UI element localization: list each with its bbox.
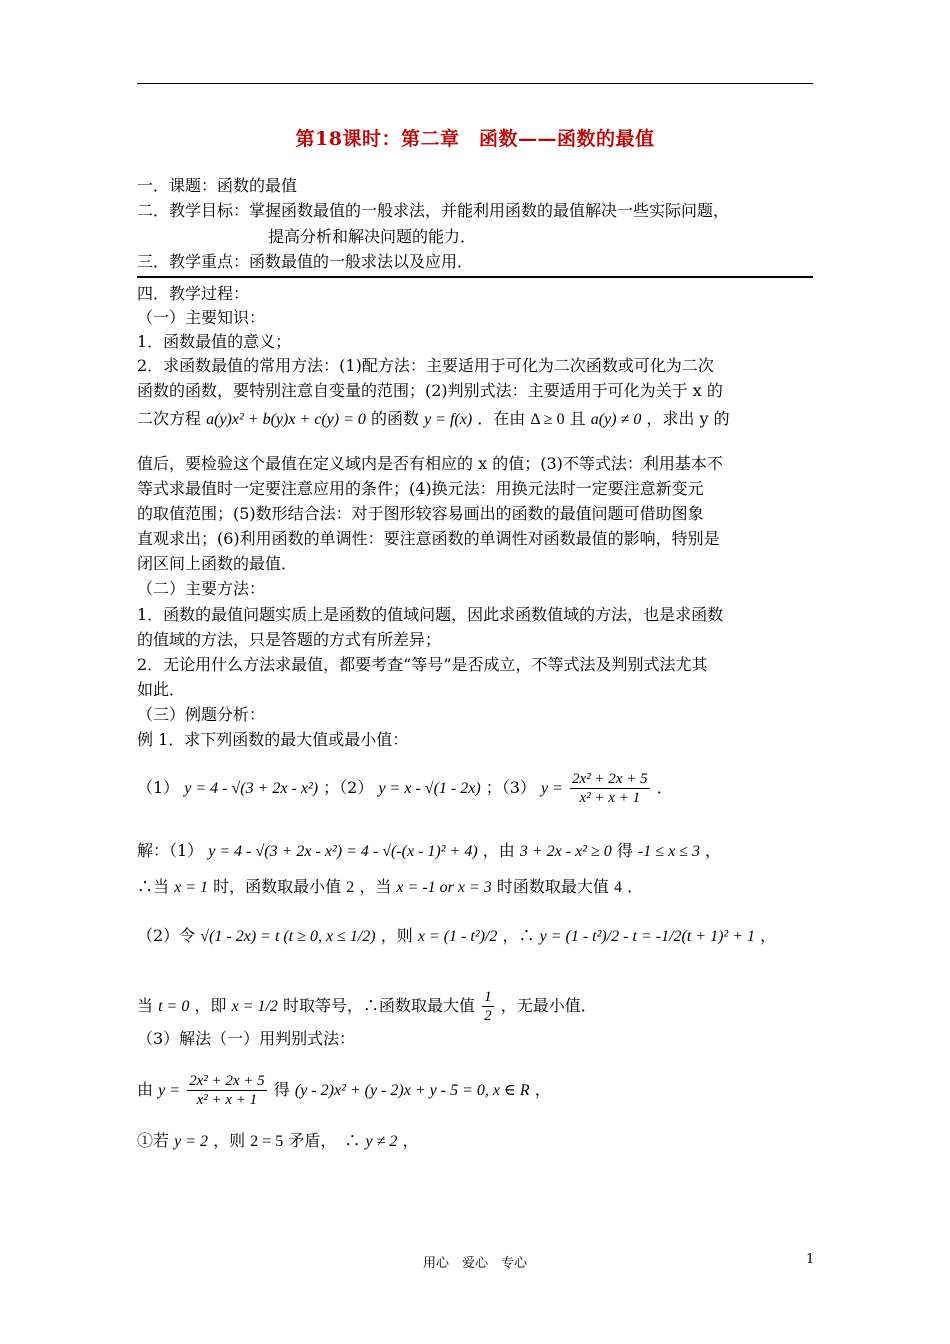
- page-title: 第18课时：第二章 函数——函数的最值: [295, 128, 655, 150]
- text: 由: [137, 1080, 154, 1099]
- section-2-heading: （二）主要方法：: [137, 579, 266, 598]
- process-heading: 四．教学过程：: [137, 284, 250, 303]
- text: ，∴: [502, 926, 535, 945]
- knowledge-1: 1．函数最值的意义；: [137, 332, 292, 351]
- topic-line: 一．课题：函数的最值: [137, 176, 298, 195]
- case-1-line: [137, 1130, 418, 1153]
- text: ．在由: [477, 409, 526, 428]
- formula: -1 ≤ x ≤ 3: [637, 843, 700, 860]
- text: ．: [627, 877, 644, 896]
- text: 的函数: [370, 409, 419, 428]
- formula: y = f(x): [424, 411, 473, 428]
- text: （2）令: [137, 926, 196, 945]
- formula: Δ ≥ 0: [530, 411, 565, 428]
- text: ，: [402, 1131, 419, 1150]
- solution-2-line: [137, 925, 776, 948]
- section-rule: [137, 276, 813, 278]
- formula: y =: [541, 780, 563, 797]
- text: 时函数取最大值: [496, 877, 609, 896]
- formula: y = (1 - t²)/2 - t = -1/2(t + 1)² + 1: [539, 928, 755, 945]
- header-rule: [137, 83, 813, 84]
- fraction: [482, 988, 494, 1025]
- formula: a(y) ≠ 0: [590, 411, 642, 428]
- text: ，当: [359, 877, 392, 896]
- text: 二次方程: [137, 409, 202, 428]
- formula: a(y)x² + b(y)x + c(y) = 0: [206, 411, 366, 428]
- text: ，则: [213, 1131, 246, 1150]
- text: ①若: [137, 1131, 170, 1150]
- knowledge-2-line-2: 函数的函数，要特别注意自变量的范围；(2)判别式法：主要适用于可化为关于 x 的: [137, 381, 723, 400]
- method-1-line-2: 的值域的方法，只是答题的方式有所差异；: [137, 630, 442, 649]
- knowledge-2-line-3: [137, 408, 730, 431]
- text: ，: [534, 1080, 551, 1099]
- knowledge-2-line-8: 闭区间上函数的最值．: [137, 554, 298, 573]
- denominator: 2: [484, 1008, 492, 1024]
- formula: y = 4 - √(3 + 2x - x²): [184, 780, 319, 797]
- formula: 3 + 2x - x² ≥ 0: [519, 843, 612, 860]
- text: 时取等号，∴函数取最大值: [283, 996, 476, 1015]
- value: 4: [613, 879, 622, 896]
- key-line: 三．教学重点：函数最值的一般求法以及应用．: [137, 252, 474, 271]
- formula: x = 1: [174, 879, 209, 896]
- text: ，: [705, 841, 722, 860]
- page-number: 1: [806, 1252, 815, 1267]
- example-1-problems: [137, 770, 673, 807]
- text: ，: [760, 926, 777, 945]
- text: 得: [616, 841, 633, 860]
- method-1-line-1: 1．函数的最值问题实质上是函数的值域问题，因此求函数值域的方法，也是求函数: [137, 605, 724, 624]
- value: 2: [346, 879, 355, 896]
- text: ∴当: [137, 877, 170, 896]
- fraction: [187, 1072, 267, 1109]
- knowledge-2-line-5: 等式求最值时一定要注意应用的条件；(4)换元法：用换元法时一定要注意新变元: [137, 479, 704, 498]
- text: ；（3）: [485, 778, 536, 797]
- formula: √(1 - 2x) = t (t ≥ 0, x ≤ 1/2): [200, 928, 376, 945]
- formula: y = x - √(1 - 2x): [378, 780, 481, 797]
- text: ，无最小值．: [500, 996, 597, 1015]
- method-2-line-1: 2．无论用什么方法求最值，都要考查“等号”是否成立，不等式法及判别式法尤其: [137, 655, 708, 674]
- formula: 2 = 5: [250, 1133, 284, 1150]
- goal-line-2: 提高分析和解决问题的能力．: [268, 227, 477, 246]
- section-3-heading: （三）例题分析：: [137, 705, 266, 724]
- knowledge-2-line-6: 的取值范围；(5)数形结合法：对于图形较容易画出的函数的最值问题可借助图象: [137, 504, 704, 523]
- text: ，即: [194, 996, 227, 1015]
- formula: x = 1/2: [231, 998, 278, 1015]
- numerator: 1: [484, 989, 492, 1005]
- text: 矛盾， ∴: [288, 1131, 361, 1150]
- example-1-heading: 例 1．求下列函数的最大值或最小值：: [137, 730, 409, 749]
- text: 得: [273, 1080, 290, 1099]
- result-1-line: [137, 876, 643, 899]
- result-2-line: [137, 988, 597, 1025]
- fraction: [570, 770, 650, 807]
- goal-line-1: 二．教学目标：掌握函数最值的一般求法，并能利用函数的最值解决一些实际问题，: [137, 201, 730, 220]
- formula: y =: [158, 1082, 181, 1099]
- formula: x = (1 - t²)/2: [417, 928, 498, 945]
- solution-1-line: [137, 840, 721, 863]
- formula: y ≠ 2: [365, 1133, 398, 1150]
- text: 且: [569, 409, 586, 428]
- formula: y = 4 - √(3 + 2x - x²) = 4 - √(-(x - 1)² + 4): [208, 843, 478, 860]
- formula: (y - 2)x² + (y - 2)x + y - 5 = 0, x ∈ R: [294, 1082, 530, 1099]
- text: ；（2）: [323, 778, 374, 797]
- text: ，求出 y 的: [646, 409, 730, 428]
- solution-3-heading: （3）解法（一）用判别式法：: [137, 1029, 356, 1048]
- knowledge-2-line-7: 直观求出；(6)利用函数的单调性：要注意函数的单调性对函数最值的影响，特别是: [137, 529, 720, 548]
- text: 解：（1）: [137, 841, 204, 860]
- text: ，由: [482, 841, 515, 860]
- knowledge-2-line-4: 值后，要检验这个最值在定义域内是否有相应的 x 的值；(3)不等式法：利用基本不: [137, 454, 723, 473]
- text: 当: [137, 996, 154, 1015]
- method-2-line-2: 如此．: [137, 680, 186, 699]
- formula: x = -1 or x = 3: [396, 879, 492, 896]
- text: （1）: [137, 778, 180, 797]
- denominator: x² + x + 1: [196, 1092, 258, 1108]
- formula: y = 2: [174, 1133, 209, 1150]
- numerator: 2x² + 2x + 5: [189, 1073, 265, 1089]
- denominator: x² + x + 1: [579, 790, 641, 806]
- section-1-heading: （一）主要知识：: [137, 308, 266, 327]
- text: 时，函数取最小值: [213, 877, 342, 896]
- numerator: 2x² + 2x + 5: [572, 771, 648, 787]
- text: ．: [656, 778, 673, 797]
- solution-3-line: [137, 1072, 551, 1109]
- footer-text: 用心 爱心 专心: [422, 1256, 527, 1271]
- knowledge-2-line-1: 2．求函数最值的常用方法：(1)配方法：主要适用于可化为二次函数或可化为二次: [137, 356, 714, 375]
- formula: t = 0: [158, 998, 190, 1015]
- text: ，则: [380, 926, 413, 945]
